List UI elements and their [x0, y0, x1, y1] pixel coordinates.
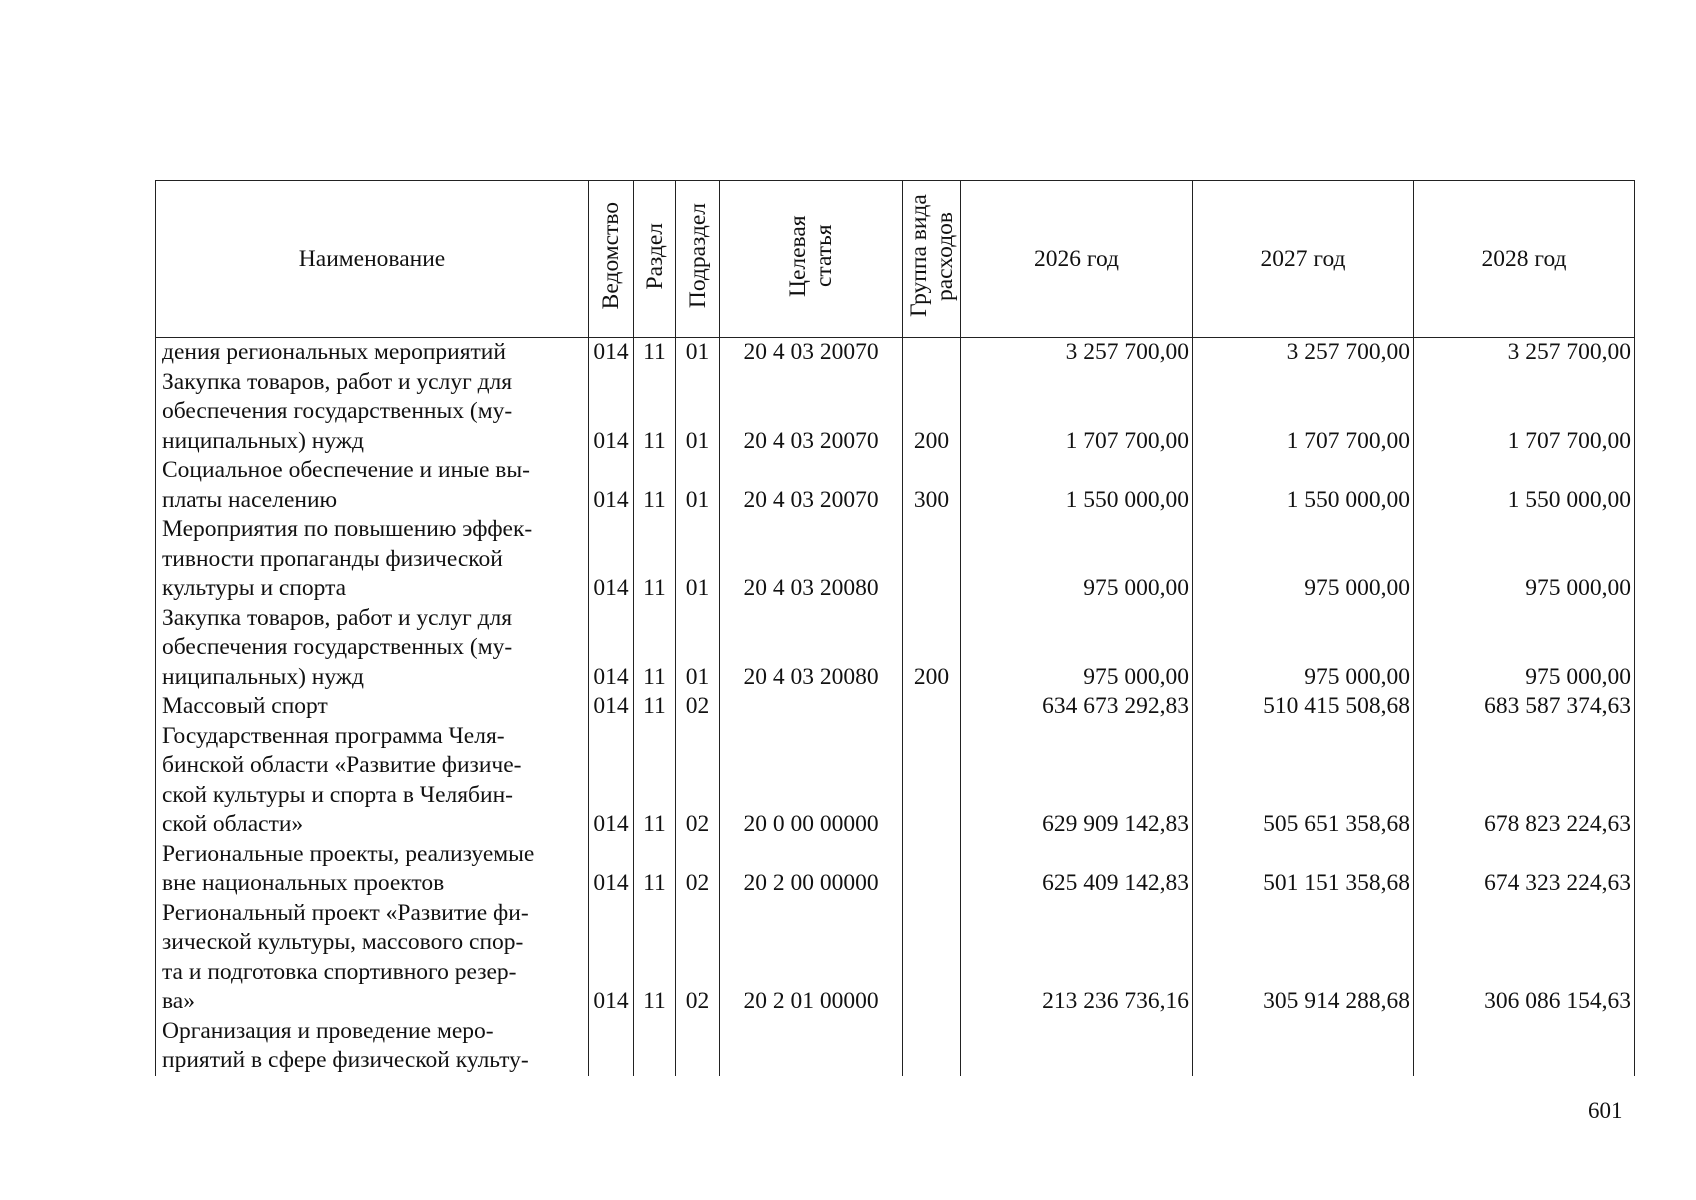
cell-2026: [961, 1017, 1193, 1076]
cell-name: [156, 692, 589, 722]
cell-name-line: бинской области «Развитие физиче-: [162, 752, 522, 778]
cell-razdel: 11: [634, 722, 676, 840]
cell-name-line: ской культуры и спорта в Челябин-: [162, 781, 513, 808]
cell-2028: 1 550 000,00: [1414, 456, 1635, 515]
cell-razdel: 11: [634, 456, 676, 515]
cell-podrazdel: 01: [676, 368, 720, 457]
cell-name-line: Массовый спорт: [162, 693, 328, 719]
header-celevaya-statya: Целевая статья: [720, 181, 903, 338]
cell-gruppa-vida-rashodov: [903, 722, 961, 840]
cell-gruppa-vida-rashodov: [903, 338, 961, 368]
cell-vedomstvo: 014: [589, 692, 634, 722]
cell-vedomstvo: [589, 1017, 634, 1076]
cell-name-line: ниципальных) нужд: [162, 427, 364, 454]
table-row: [156, 604, 1635, 693]
table-body: [156, 338, 1635, 1076]
table-row: [156, 456, 1635, 515]
table-row: [156, 1017, 1635, 1076]
cell-name-line: Закупка товаров, работ и услуг для: [162, 368, 513, 395]
cell-name-line: ва»: [162, 988, 195, 1014]
cell-2028: 975 000,00: [1414, 604, 1635, 693]
cell-name-line: обеспечения государственных (му-: [162, 398, 513, 424]
cell-vedomstvo: 014: [589, 456, 634, 515]
table-row: [156, 338, 1635, 368]
cell-vedomstvo: 014: [589, 515, 634, 604]
cell-2026: 213 236 736,16: [961, 899, 1193, 1017]
header-2026: 2026 год: [961, 181, 1193, 338]
cell-2028: 3 257 700,00: [1414, 338, 1635, 368]
cell-podrazdel: 02: [676, 692, 720, 722]
cell-2027: 3 257 700,00: [1193, 338, 1414, 368]
cell-2028: 1 707 700,00: [1414, 368, 1635, 457]
cell-vedomstvo: 014: [589, 840, 634, 899]
cell-celevaya-statya: [720, 1017, 903, 1076]
cell-2027: [1193, 1017, 1414, 1076]
cell-celevaya-statya: 20 2 00 00000: [720, 840, 903, 899]
cell-razdel: 11: [634, 338, 676, 368]
cell-podrazdel: 02: [676, 899, 720, 1017]
cell-name-line: дения региональных мероприятий: [162, 339, 506, 365]
cell-vedomstvo: 014: [589, 368, 634, 457]
cell-podrazdel: 01: [676, 338, 720, 368]
cell-name-line: Социальное обеспечение и иные вы-: [162, 457, 530, 483]
cell-name-line: культуры и спорта: [162, 575, 347, 601]
cell-name-line: платы населению: [162, 486, 338, 513]
budget-table: [155, 180, 1635, 1076]
cell-razdel: 11: [634, 692, 676, 722]
cell-gruppa-vida-rashodov: [903, 692, 961, 722]
cell-celevaya-statya: 20 4 03 20070: [720, 368, 903, 457]
cell-2027: 501 151 358,68: [1193, 840, 1414, 899]
cell-vedomstvo: 014: [589, 338, 634, 368]
cell-name: [156, 456, 589, 515]
cell-name-line: ской области»: [162, 811, 304, 837]
cell-2028: 683 587 374,63: [1414, 692, 1635, 722]
cell-celevaya-statya: 20 4 03 20070: [720, 456, 903, 515]
cell-2028: [1414, 1017, 1635, 1076]
header-2027: 2027 год: [1193, 181, 1414, 338]
cell-2026: 3 257 700,00: [961, 338, 1193, 368]
cell-name: [156, 1017, 589, 1076]
cell-name-line: Мероприятия по повышению эффек-: [162, 516, 533, 542]
cell-2027: 975 000,00: [1193, 604, 1414, 693]
cell-name-line: тивности пропаганды физической: [162, 545, 503, 572]
cell-name: [156, 515, 589, 604]
cell-2026: 625 409 142,83: [961, 840, 1193, 899]
table-row: [156, 368, 1635, 457]
cell-name-line: Государственная программа Челя-: [162, 722, 505, 749]
cell-celevaya-statya: 20 2 01 00000: [720, 899, 903, 1017]
cell-gruppa-vida-rashodov: 200: [903, 604, 961, 693]
cell-name-line: Организация и проведение меро-: [162, 1017, 494, 1044]
header-podrazdel: Подраздел: [676, 181, 720, 338]
cell-podrazdel: 01: [676, 515, 720, 604]
cell-name: [156, 722, 589, 840]
cell-2026: 629 909 142,83: [961, 722, 1193, 840]
cell-name-line: зической культуры, массового спор-: [162, 929, 524, 955]
cell-celevaya-statya: 20 4 03 20080: [720, 515, 903, 604]
cell-razdel: 11: [634, 368, 676, 457]
cell-2027: 305 914 288,68: [1193, 899, 1414, 1017]
table-header-row: [156, 181, 1635, 338]
cell-gruppa-vida-rashodov: 300: [903, 456, 961, 515]
cell-2026: 975 000,00: [961, 604, 1193, 693]
table-row: [156, 899, 1635, 1017]
cell-podrazdel: [676, 1017, 720, 1076]
header-gruppa-vida-rashodov: Группа вида расходов: [903, 181, 961, 338]
cell-name-line: ниципальных) нужд: [162, 663, 364, 690]
cell-gruppa-vida-rashodov: [903, 515, 961, 604]
cell-name-line: обеспечения государственных (му-: [162, 634, 513, 660]
cell-gruppa-vida-rashodov: [903, 840, 961, 899]
header-vedomstvo: Ведомство: [589, 181, 634, 338]
cell-2026: 634 673 292,83: [961, 692, 1193, 722]
cell-2027: 1 707 700,00: [1193, 368, 1414, 457]
cell-2027: 510 415 508,68: [1193, 692, 1414, 722]
cell-2028: 306 086 154,63: [1414, 899, 1635, 1017]
table-row: [156, 692, 1635, 722]
cell-2027: 505 651 358,68: [1193, 722, 1414, 840]
cell-celevaya-statya: 20 0 00 00000: [720, 722, 903, 840]
table-row: [156, 515, 1635, 604]
header-razdel: Раздел: [634, 181, 676, 338]
cell-vedomstvo: 014: [589, 722, 634, 840]
cell-name-line: Региональный проект «Развитие фи-: [162, 899, 529, 926]
cell-2026: 1 550 000,00: [961, 456, 1193, 515]
cell-razdel: [634, 1017, 676, 1076]
cell-name-line: Региональные проекты, реализуемые: [162, 840, 535, 867]
cell-celevaya-statya: [720, 692, 903, 722]
cell-celevaya-statya: 20 4 03 20070: [720, 338, 903, 368]
cell-gruppa-vida-rashodov: [903, 1017, 961, 1076]
cell-2026: 975 000,00: [961, 515, 1193, 604]
header-name: Наименование: [156, 181, 589, 338]
header-2028: 2028 год: [1414, 181, 1635, 338]
cell-razdel: 11: [634, 515, 676, 604]
cell-name: [156, 840, 589, 899]
cell-razdel: 11: [634, 899, 676, 1017]
cell-podrazdel: 01: [676, 456, 720, 515]
cell-razdel: 11: [634, 840, 676, 899]
cell-2028: 674 323 224,63: [1414, 840, 1635, 899]
cell-name-line: Закупка товаров, работ и услуг для: [162, 604, 513, 631]
cell-gruppa-vida-rashodov: [903, 899, 961, 1017]
cell-podrazdel: 01: [676, 604, 720, 693]
cell-2028: 678 823 224,63: [1414, 722, 1635, 840]
cell-name: [156, 604, 589, 693]
cell-name-line: та и подготовка спортивного резер-: [162, 958, 517, 985]
cell-name: [156, 899, 589, 1017]
cell-podrazdel: 02: [676, 840, 720, 899]
cell-name-line: вне национальных проектов: [162, 870, 445, 896]
cell-vedomstvo: 014: [589, 604, 634, 693]
cell-razdel: 11: [634, 604, 676, 693]
cell-name: [156, 368, 589, 457]
table-row: [156, 840, 1635, 899]
cell-2027: 1 550 000,00: [1193, 456, 1414, 515]
cell-celevaya-statya: 20 4 03 20080: [720, 604, 903, 693]
cell-2026: 1 707 700,00: [961, 368, 1193, 457]
cell-vedomstvo: 014: [589, 899, 634, 1017]
cell-2028: 975 000,00: [1414, 515, 1635, 604]
cell-podrazdel: 02: [676, 722, 720, 840]
cell-2027: 975 000,00: [1193, 515, 1414, 604]
page-number: 601: [1588, 1098, 1623, 1123]
table-row: [156, 722, 1635, 840]
cell-name: [156, 338, 589, 368]
cell-name-line: приятий в сфере физической культу-: [162, 1047, 529, 1073]
cell-gruppa-vida-rashodov: 200: [903, 368, 961, 457]
